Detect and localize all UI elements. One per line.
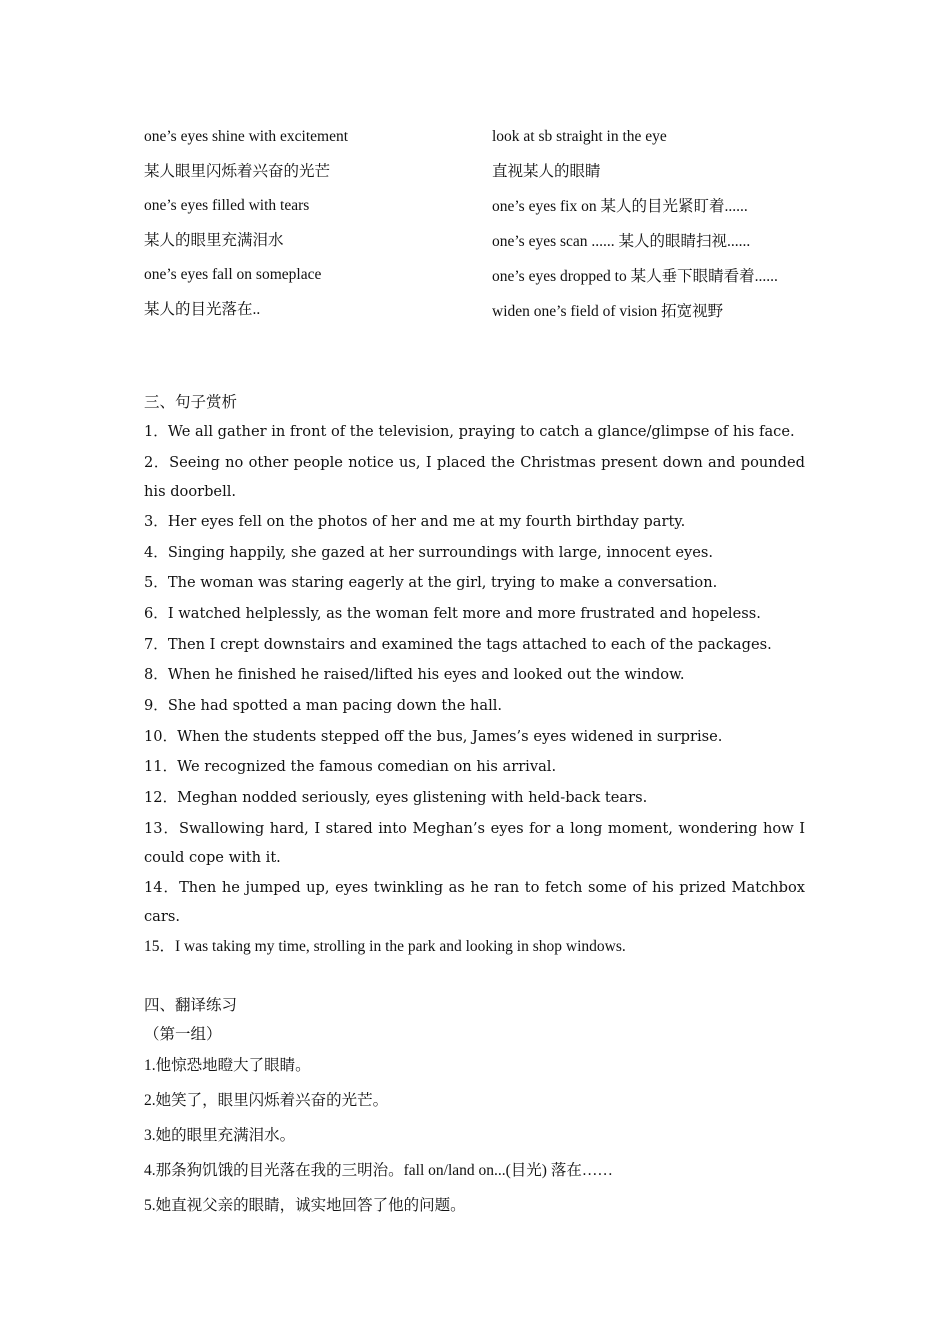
sentence-1: 1．We all gather in front of the television, praying to catch a glance/glimpse of his face. (144, 423, 795, 440)
sentence-13-cont: could cope with it. (144, 849, 281, 866)
section4-title: 四、翻译练习 (144, 997, 238, 1014)
group-label: （第一组） (144, 1026, 222, 1043)
translation-item-3: 3.她的眼里充满泪水。 (144, 1127, 296, 1144)
phrase-right-6: widen one’s field of vision 拓宽视野 (492, 303, 724, 320)
sentence-5: 5．The woman was staring eagerly at the girl, trying to make a conversation. (144, 574, 718, 591)
sentence-7: 7．Then I crept downstairs and examined the tags attached to each of the packages. (144, 636, 772, 653)
phrase-right-4: one’s eyes scan ...... 某人的眼睛扫视...... (492, 233, 751, 250)
sentence-8: 8．When he finished he raised/lifted his eyes and looked out the window. (144, 666, 685, 683)
phrase-left-5: one’s eyes fall on someplace (144, 266, 322, 283)
sentence-3: 3．Her eyes fell on the photos of her and me at my fourth birthday party. (144, 513, 686, 530)
translation-item-4: 4.那条狗饥饿的目光落在我的三明治。fall on/land on...(目光) 落在…… (144, 1162, 613, 1179)
sentence-9: 9．She had spotted a man pacing down the hall. (144, 697, 503, 714)
sentence-2: 2．Seeing no other people notice us, I placed the Christmas present down and pounded (144, 454, 805, 471)
phrase-right-5: one’s eyes dropped to 某人垂下眼睛看着...... (492, 268, 778, 285)
phrase-right-2: 直视某人的眼睛 (492, 163, 601, 180)
sentence-15: 15．I was taking my time, strolling in the park and looking in shop windows. (144, 938, 626, 955)
sentence-12: 12．Meghan nodded seriously, eyes glistening with held-back tears. (144, 789, 648, 806)
phrase-left-2: 某人眼里闪烁着兴奋的光芒 (144, 163, 331, 180)
sentence-14: 14．Then he jumped up, eyes twinkling as he ran to fetch some of his prized Matchbox (144, 879, 805, 896)
phrase-left-4: 某人的眼里充满泪水 (144, 232, 284, 249)
phrase-left-6: 某人的目光落在.. (144, 301, 261, 318)
sentence-4: 4．Singing happily, she gazed at her surroundings with large, innocent eyes. (144, 544, 713, 561)
phrase-right-1: look at sb straight in the eye (492, 128, 667, 145)
translation-item-5: 5.她直视父亲的眼睛，诚实地回答了他的问题。 (144, 1197, 466, 1214)
section3-title: 三、句子赏析 (144, 394, 238, 411)
sentence-6: 6．I watched helplessly, as the woman felt more and more frustrated and hopeless. (144, 605, 761, 622)
phrase-left-3: one’s eyes filled with tears (144, 197, 310, 214)
sentence-13: 13．Swallowing hard, I stared into Meghan’s eyes for a long moment, wondering how I (144, 820, 805, 837)
translation-item-1: 1.他惊恐地瞪大了眼睛。 (144, 1057, 311, 1074)
sentence-14-cont: cars. (144, 908, 180, 925)
sentence-10: 10．When the students stepped off the bus, James’s eyes widened in surprise. (144, 728, 723, 745)
phrase-right-3: one’s eyes fix on 某人的目光紧盯着...... (492, 198, 748, 215)
phrase-left-1: one’s eyes shine with excitement (144, 128, 349, 145)
sentence-2-cont: his doorbell. (144, 483, 237, 500)
translation-item-2: 2.她笑了，眼里闪烁着兴奋的光芒。 (144, 1092, 389, 1109)
sentence-11: 11．We recognized the famous comedian on his arrival. (144, 758, 557, 775)
